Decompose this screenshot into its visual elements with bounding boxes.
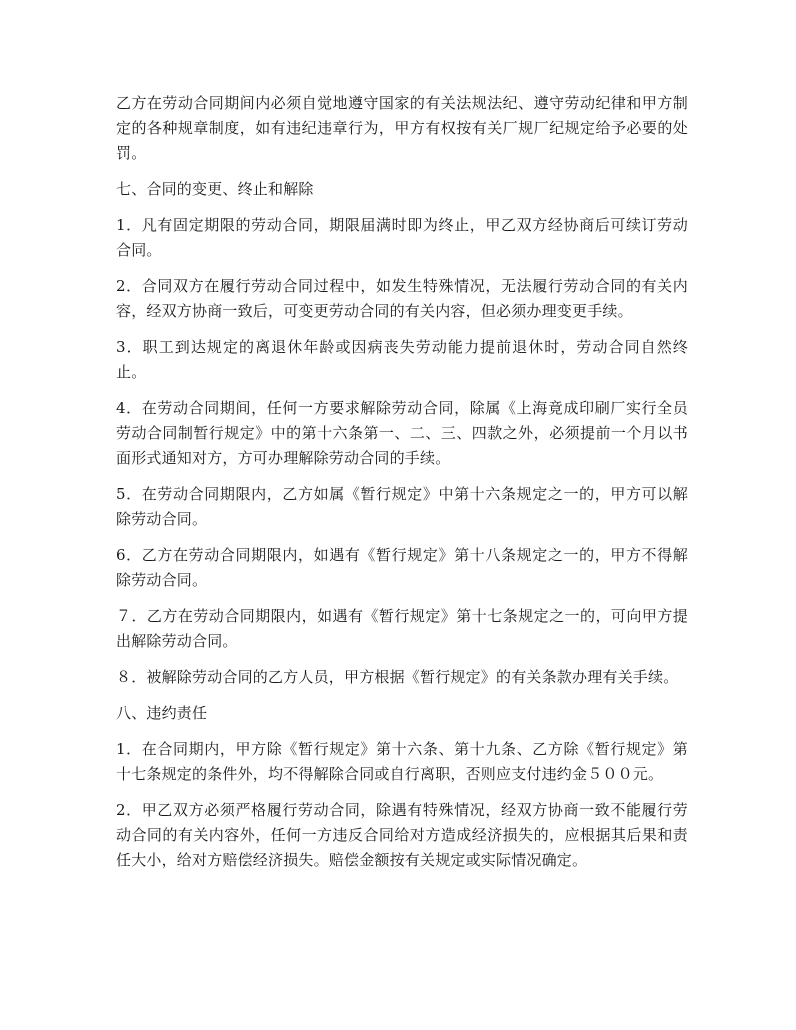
document-page — [116, 91, 688, 884]
clause-7-3: 3．职工到达规定的离退休年龄或因病丧失劳动能力提前退休时，劳动合同自然终止。 — [116, 338, 688, 381]
section-heading-8: 八、违约责任 — [116, 704, 208, 722]
clause-7-7: ７．乙方在劳动合同期限内，如遇有《暂行规定》第十七条规定之一的，可向甲方提出解除劳动合同。 — [116, 607, 688, 650]
clause-7-4: 4．在劳动合同期间，任何一方要求解除劳动合同，除属《上海竟成印刷厂实行全员劳动合同制暂行规定》中的第十六条第一、二、三、四款之外，必须提前一个月以书面形式通知对方，方可办理解除劳动合同的手续。 — [116, 399, 688, 467]
clause-8-2: 2．甲乙双方必须严格履行劳动合同，除遇有特殊情况，经双方协商一致不能履行劳动合同的有关内容外，任何一方违反合同给对方造成经济损失的，应根据其后果和责任大小，给对方赔偿经济损失。赔偿金额按有关规定或实际情况确定。 — [116, 801, 688, 869]
section-heading-7: 七、合同的变更、终止和解除 — [116, 180, 314, 198]
clause-8-1: 1．在合同期内，甲方除《暂行规定》第十六条、第十九条、乙方除《暂行规定》第十七条规定的条件外，均不得解除合同或自行离职，否则应支付违约金５００元。 — [116, 740, 688, 783]
clause-7-2: 2．合同双方在履行劳动合同过程中，如发生特殊情况，无法履行劳动合同的有关内容，经双方协商一致后，可变更劳动合同的有关内容，但必须办理变更手续。 — [116, 277, 688, 320]
clause-7-1: 1．凡有固定期限的劳动合同，期限届满时即为终止，甲乙双方经协商后可续订劳动合同。 — [116, 216, 688, 259]
clause-7-6: 6．乙方在劳动合同期限内，如遇有《暂行规定》第十八条规定之一的，甲方不得解除劳动合同。 — [116, 546, 688, 589]
clause-7-8: ８．被解除劳动合同的乙方人员，甲方根据《暂行规定》的有关条款办理有关手续。 — [116, 668, 679, 686]
paragraph-compliance: 乙方在劳动合同期间内必须自觉地遵守国家的有关法规法纪、遵守劳动纪律和甲方制定的各种规章制度，如有违纪违章行为，甲方有权按有关厂规厂纪规定给予必要的处罚。 — [116, 94, 688, 162]
clause-7-5: 5．在劳动合同期限内，乙方如属《暂行规定》中第十六条规定之一的，甲方可以解除劳动合同。 — [116, 485, 688, 528]
